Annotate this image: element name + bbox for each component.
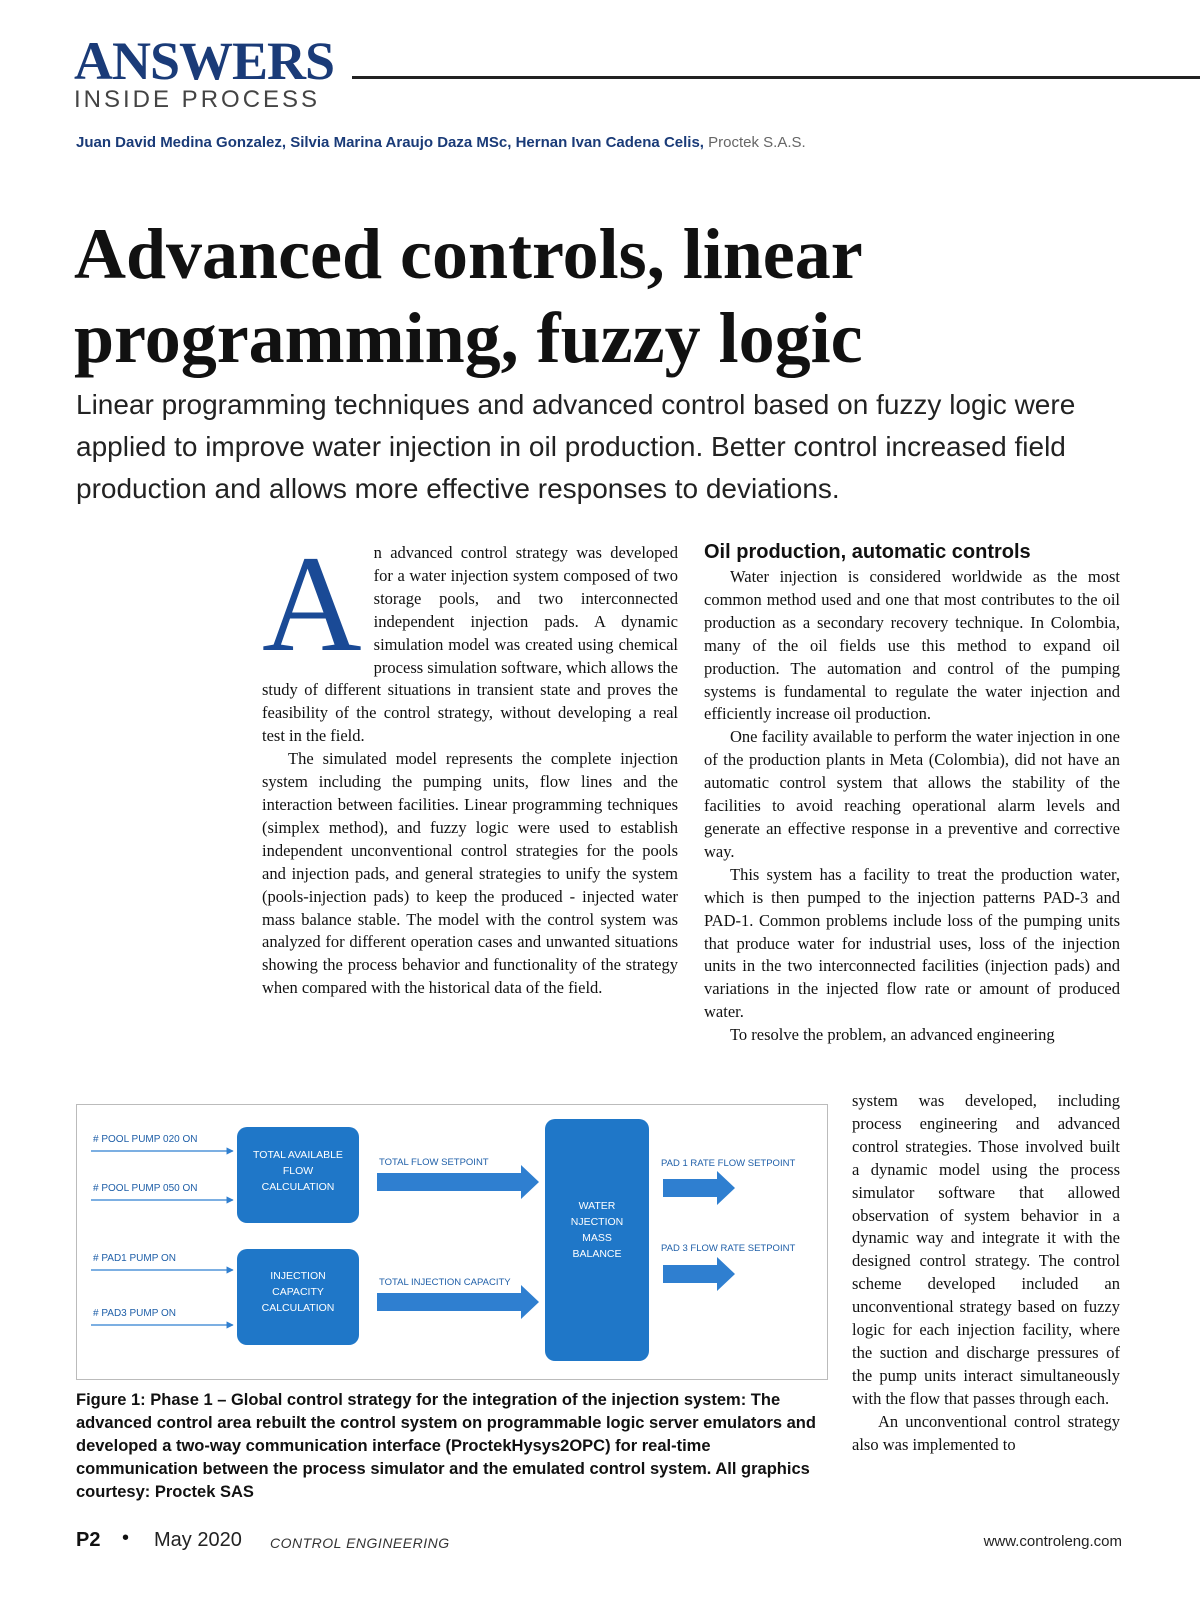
paragraph: system was developed, including process engineering and advanced control strategies. Those involved built a dynamic model using the process simulator software that allowed observation of system behavior in a dynamic way and integrate it with the designed control strategy. The control scheme developed included an unconventional strategy based on fuzzy logic for each injection facility, where the suction and discharge pressures of the pump units interact simultaneously with the flow that passes through each. bbox=[852, 1091, 1120, 1408]
arrow-pad1 bbox=[663, 1171, 735, 1205]
body-column-3 bbox=[852, 1090, 1120, 1457]
paragraph: The simulated model represents the complete injection system including the pumping units, flow lines and the interaction between facilities. Linear programming techniques (simplex method), and fuzzy logic were used to establish independent unconventional control strategies for the pools and injection pads, and general strategies to unify the system (pools-injection pads) to keep the produced - injected water mass balance stable. The model with the control system was analyzed for different operation cases and unwanted situations showing the process behavior and functionality of the strategy when compared with the historical data of the field. bbox=[262, 749, 678, 998]
label-total-injection-capacity: TOTAL INJECTION CAPACITY bbox=[379, 1277, 511, 1288]
title-line-2: programming, fuzzy logic bbox=[74, 298, 863, 378]
box-text: CALCULATION bbox=[261, 1302, 335, 1314]
drop-cap: A bbox=[262, 527, 362, 680]
box-text: TOTAL AVAILABLE bbox=[253, 1149, 343, 1161]
header-rule bbox=[352, 76, 1200, 79]
box-text: CAPACITY bbox=[272, 1286, 324, 1298]
section-title: ANSWERS bbox=[74, 31, 335, 91]
body-column-1 bbox=[262, 527, 678, 1000]
box-text: NJECTION bbox=[570, 1216, 624, 1228]
paragraph: This system has a facility to treat the production water, which is then pumped to the injection patterns PAD-3 and PAD-1. Common problems include loss of the pumping units that produce water for industrial uses, loss of the injection units in the two interconnected facilities (injection pads) and variations in the injected flow rate or amount of produced water. bbox=[704, 864, 1120, 1022]
box-text: WATER bbox=[578, 1200, 616, 1212]
label-pad3-setpoint: PAD 3 FLOW RATE SETPOINT bbox=[661, 1243, 796, 1254]
section-heading: Oil production, automatic controls bbox=[704, 541, 1031, 563]
publication-name: CONTROL ENGINEERING bbox=[270, 1535, 450, 1551]
paragraph: One facility available to perform the water injection in one of the production plants in Meta (Colombia), did not have an automatic control system that allows the stability of the facilities to avoid reaching operational alarm levels and generate an effective response in a preventive and corrective way. bbox=[704, 727, 1120, 861]
arrow-pad3 bbox=[663, 1257, 735, 1291]
arrow-injection-capacity bbox=[377, 1285, 539, 1319]
input-label-pad3-pump: # PAD3 PUMP ON bbox=[93, 1308, 176, 1319]
label-pad1-setpoint: PAD 1 RATE FLOW SETPOINT bbox=[661, 1158, 796, 1169]
section-subtitle: INSIDE PROCESS bbox=[74, 86, 321, 113]
input-label-pad1-pump: # PAD1 PUMP ON bbox=[93, 1253, 176, 1264]
author-names: Juan David Medina Gonzalez, Silvia Marina Araujo Daza MSc, Hernan Ivan Cadena Celis, bbox=[76, 134, 704, 151]
label-total-flow-setpoint: TOTAL FLOW SETPOINT bbox=[379, 1157, 489, 1168]
footer-bullet: • bbox=[122, 1527, 130, 1549]
article-title bbox=[74, 212, 1134, 380]
input-label-pool-pump-020: # POOL PUMP 020 ON bbox=[93, 1134, 198, 1145]
box-text: MASS bbox=[582, 1232, 612, 1244]
byline bbox=[76, 134, 806, 151]
paragraph: Water injection is considered worldwide as the most common method used and one that most contributes to the oil production as a secondary recovery technique. In Colombia, many of the oil fields use this method to expand oil production. The automation and control of the pumping systems is fundamental to regulate the water injection and efficiently increase oil production. bbox=[704, 567, 1120, 724]
title-line-1: Advanced controls, linear bbox=[74, 214, 863, 294]
publication-url[interactable]: www.controleng.com bbox=[983, 1533, 1122, 1550]
author-company: Proctek S.A.S. bbox=[708, 134, 806, 151]
article-deck: Linear programming techniques and advanced control based on fuzzy logic were applied to improve water injection in oil production. Better control increased field production and allows more effective responses to deviations. bbox=[76, 389, 1076, 504]
body-column-2 bbox=[704, 540, 1120, 1047]
figure-caption: Figure 1: Phase 1 – Global control strategy for the integration of the injection system: The advanced control area rebuilt the control system on programmable logic server emulators and developed a two-way communication interface (ProctekHysys2OPC) for real-time communication between the process simulator and the emulated control system. All graphics courtesy: Proctek SAS bbox=[76, 1391, 816, 1501]
box-text: INJECTION bbox=[270, 1270, 326, 1282]
figure-1-diagram bbox=[76, 1104, 828, 1380]
box-text: CALCULATION bbox=[261, 1181, 335, 1193]
box-text: FLOW bbox=[282, 1165, 314, 1177]
paragraph: To resolve the problem, an advanced engineering bbox=[730, 1025, 1055, 1045]
arrow-flow-setpoint bbox=[377, 1165, 539, 1199]
box-text: BALANCE bbox=[572, 1248, 622, 1260]
paragraph: n advanced control strategy was developed for a water injection system composed of two storage pools, and two interconnected independent injection pads. A dynamic simulation model was created using chemical process simulation software, which allows the study of different situations in transient state and proves the feasibility of the control strategy, without developing a real test in the field. bbox=[262, 543, 678, 746]
issue-date: May 2020 bbox=[154, 1529, 242, 1551]
input-label-pool-pump-050: # POOL PUMP 050 ON bbox=[93, 1183, 198, 1194]
page-number: P2 bbox=[76, 1529, 101, 1551]
paragraph: An unconventional control strategy also was implemented to bbox=[852, 1411, 1120, 1454]
